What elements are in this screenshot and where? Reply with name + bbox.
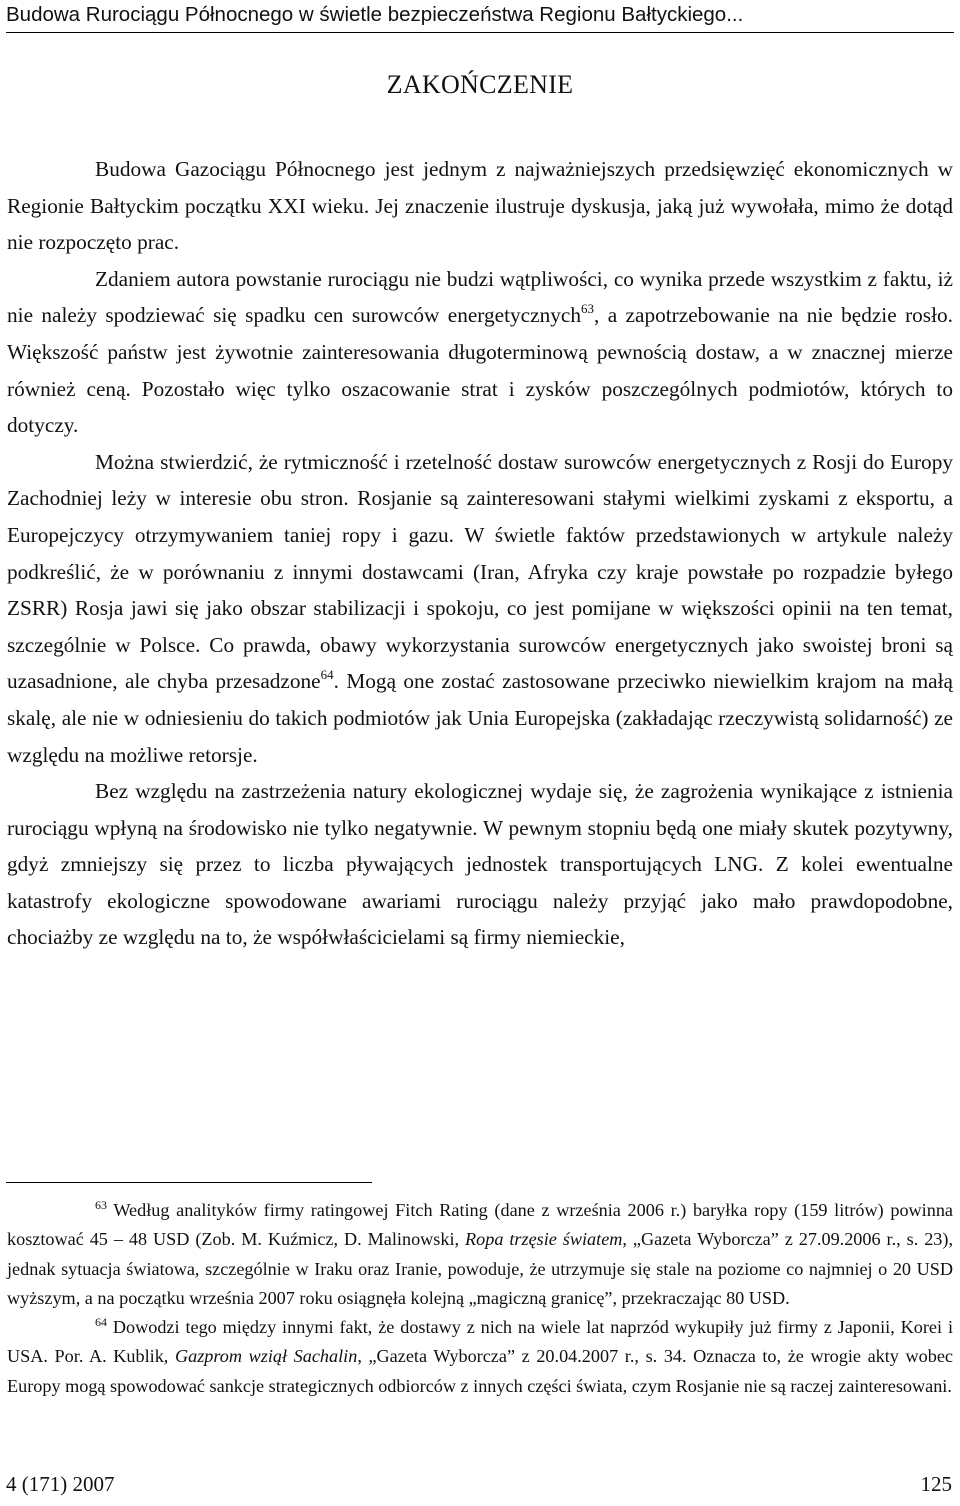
footnotes <box>7 1196 953 1401</box>
footnote-number-64: 64 <box>95 1315 107 1330</box>
chapter-title: ZAKOŃCZENIE <box>386 70 574 99</box>
paragraph-2 <box>7 261 953 444</box>
footnote-ref-64[interactable]: 64 <box>320 667 334 683</box>
footnote-64-title: Gazprom wziął Sachalin <box>174 1346 358 1367</box>
running-header: Budowa Rurociągu Północnego w świetle bezpieczeństwa Regionu Bałtyckiego... <box>6 3 744 26</box>
paragraph-3-text-a: Można stwierdzić, że rytmiczność i rzetelność dostaw surowców energetycznych z Rosji do Europy Zachodniej leży w interesie obu stron. Rosjanie są zainteresowani stałymi wielkimi zyskami z eksportu, a Europejczycy otrzymywaniem taniej ropy i gazu. W świetle faktów przedstawionych w artykule należy podkreślić, że w porównaniu z innymi dostawcami (Iran, Afryka czy kraje powstałe po rozpadzie byłego ZSRR) Rosja jawi się jako obszar stabilizacji i spokoju, co jest pomijane w większości opinii na ten temat, szczególnie w Polsce. Co prawda, obawy wykorzystania surowców energetycznych jako swoistej broni są uzasadnione, ale chyba przesadzone <box>7 449 953 694</box>
footnote-63-text-b: , „Gazeta Wyborcza” z 27.09.2006 r., s. 23), jednak sytuacja światowa, szczególnie w Iraku oraz Iranie, powoduje, że utrzymuje się stale na poziome co najmniej o 20 USD wyższym, a na początku września 2007 roku osiągnęła kolejną „magiczną granicę”, przekraczając 80 USD. <box>7 1229 953 1308</box>
body-text <box>7 151 953 956</box>
footnote-rule <box>6 1182 372 1183</box>
footnote-63-text-a: Według analityków firmy ratingowej Fitch Rating (dane z września 2006 r.) baryłka ropy (159 litrów) powinna kosztować 45 – 48 USD (Zob. M. Kuźmicz, D. Malinowski, <box>7 1200 953 1250</box>
header-rule <box>6 32 954 33</box>
footnote-63 <box>7 1196 953 1313</box>
paragraph-3 <box>7 444 953 773</box>
footnote-63-title: Ropa trzęsie światem <box>465 1229 623 1250</box>
paragraph-3-text-b: . Mogą one zostać zastosowane przeciwko niewielkim krajom na małą skalę, ale nie w odniesieniu do takich podmiotów jak Unia Europejska (zakładając rzeczywistą solidarność) ze względu na możliwe retorsje. <box>7 669 953 767</box>
paragraph-2-text-b: , a zapotrzebowanie na nie będzie rosło. Większość państw jest żywotnie zainteresowania długoterminową pewnością dostaw, a w znacznej mierze również ceną. Pozostało więc tylko oszacowanie strat i zysków poszczególnych podmiotów, których to dotyczy. <box>7 303 953 438</box>
footnote-ref-63[interactable]: 63 <box>580 301 594 317</box>
footnote-64-text-b: , „Gazeta Wyborcza” z 20.04.2007 r., s. 34. Oznacza to, że wrogie akty wobec Europy mogą spowodować sankcje strategicznych odbiorców z innych części świata, czym Rosjanie nie są raczej zainteresowani. <box>7 1346 953 1396</box>
footnote-64 <box>7 1313 953 1401</box>
footnote-64-text-a: Dowodzi tego między innymi fakt, że dostawy z nich na wiele lat naprzód wykupiły już firmy z Japonii, Korei i USA. Por. A. Kublik, <box>7 1317 953 1367</box>
paragraph-2-text-a: Zdaniem autora powstanie rurociągu nie budzi wątpliwości, co wynika przede wszystkim z faktu, iż nie należy spodziewać się spadku cen surowców energetycznych <box>7 266 953 328</box>
page-number: 125 <box>920 1472 952 1496</box>
issue-number: 4 (171) 2007 <box>6 1472 115 1496</box>
footnote-number-63: 63 <box>95 1198 107 1212</box>
paragraph-4: Bez względu na zastrzeżenia natury ekologicznej wydaje się, że zagrożenia wynikające z istnienia rurociągu wpłyną na środowisko nie tylko negatywnie. W pewnym stopniu będą one miały skutek pozytywny, gdyż zmniejszy się przez to liczba pływających jednostek transportujących LNG. Z kolei ewentualne katastrofy ekologiczne spowodowane awariami rurociągu należy przyjąć jako mało prawdopodobne, chociażby ze względu na to, że współwłaścicielami są firmy niemieckie, <box>7 779 953 950</box>
paragraph-1: Budowa Gazociągu Północnego jest jednym z najważniejszych przedsięwzięć ekonomicznych w Regionie Bałtyckim początku XXI wieku. Jej znaczenie ilustruje dyskusja, jaką już wywołała, mimo że dotąd nie rozpoczęto prac. <box>7 157 953 255</box>
